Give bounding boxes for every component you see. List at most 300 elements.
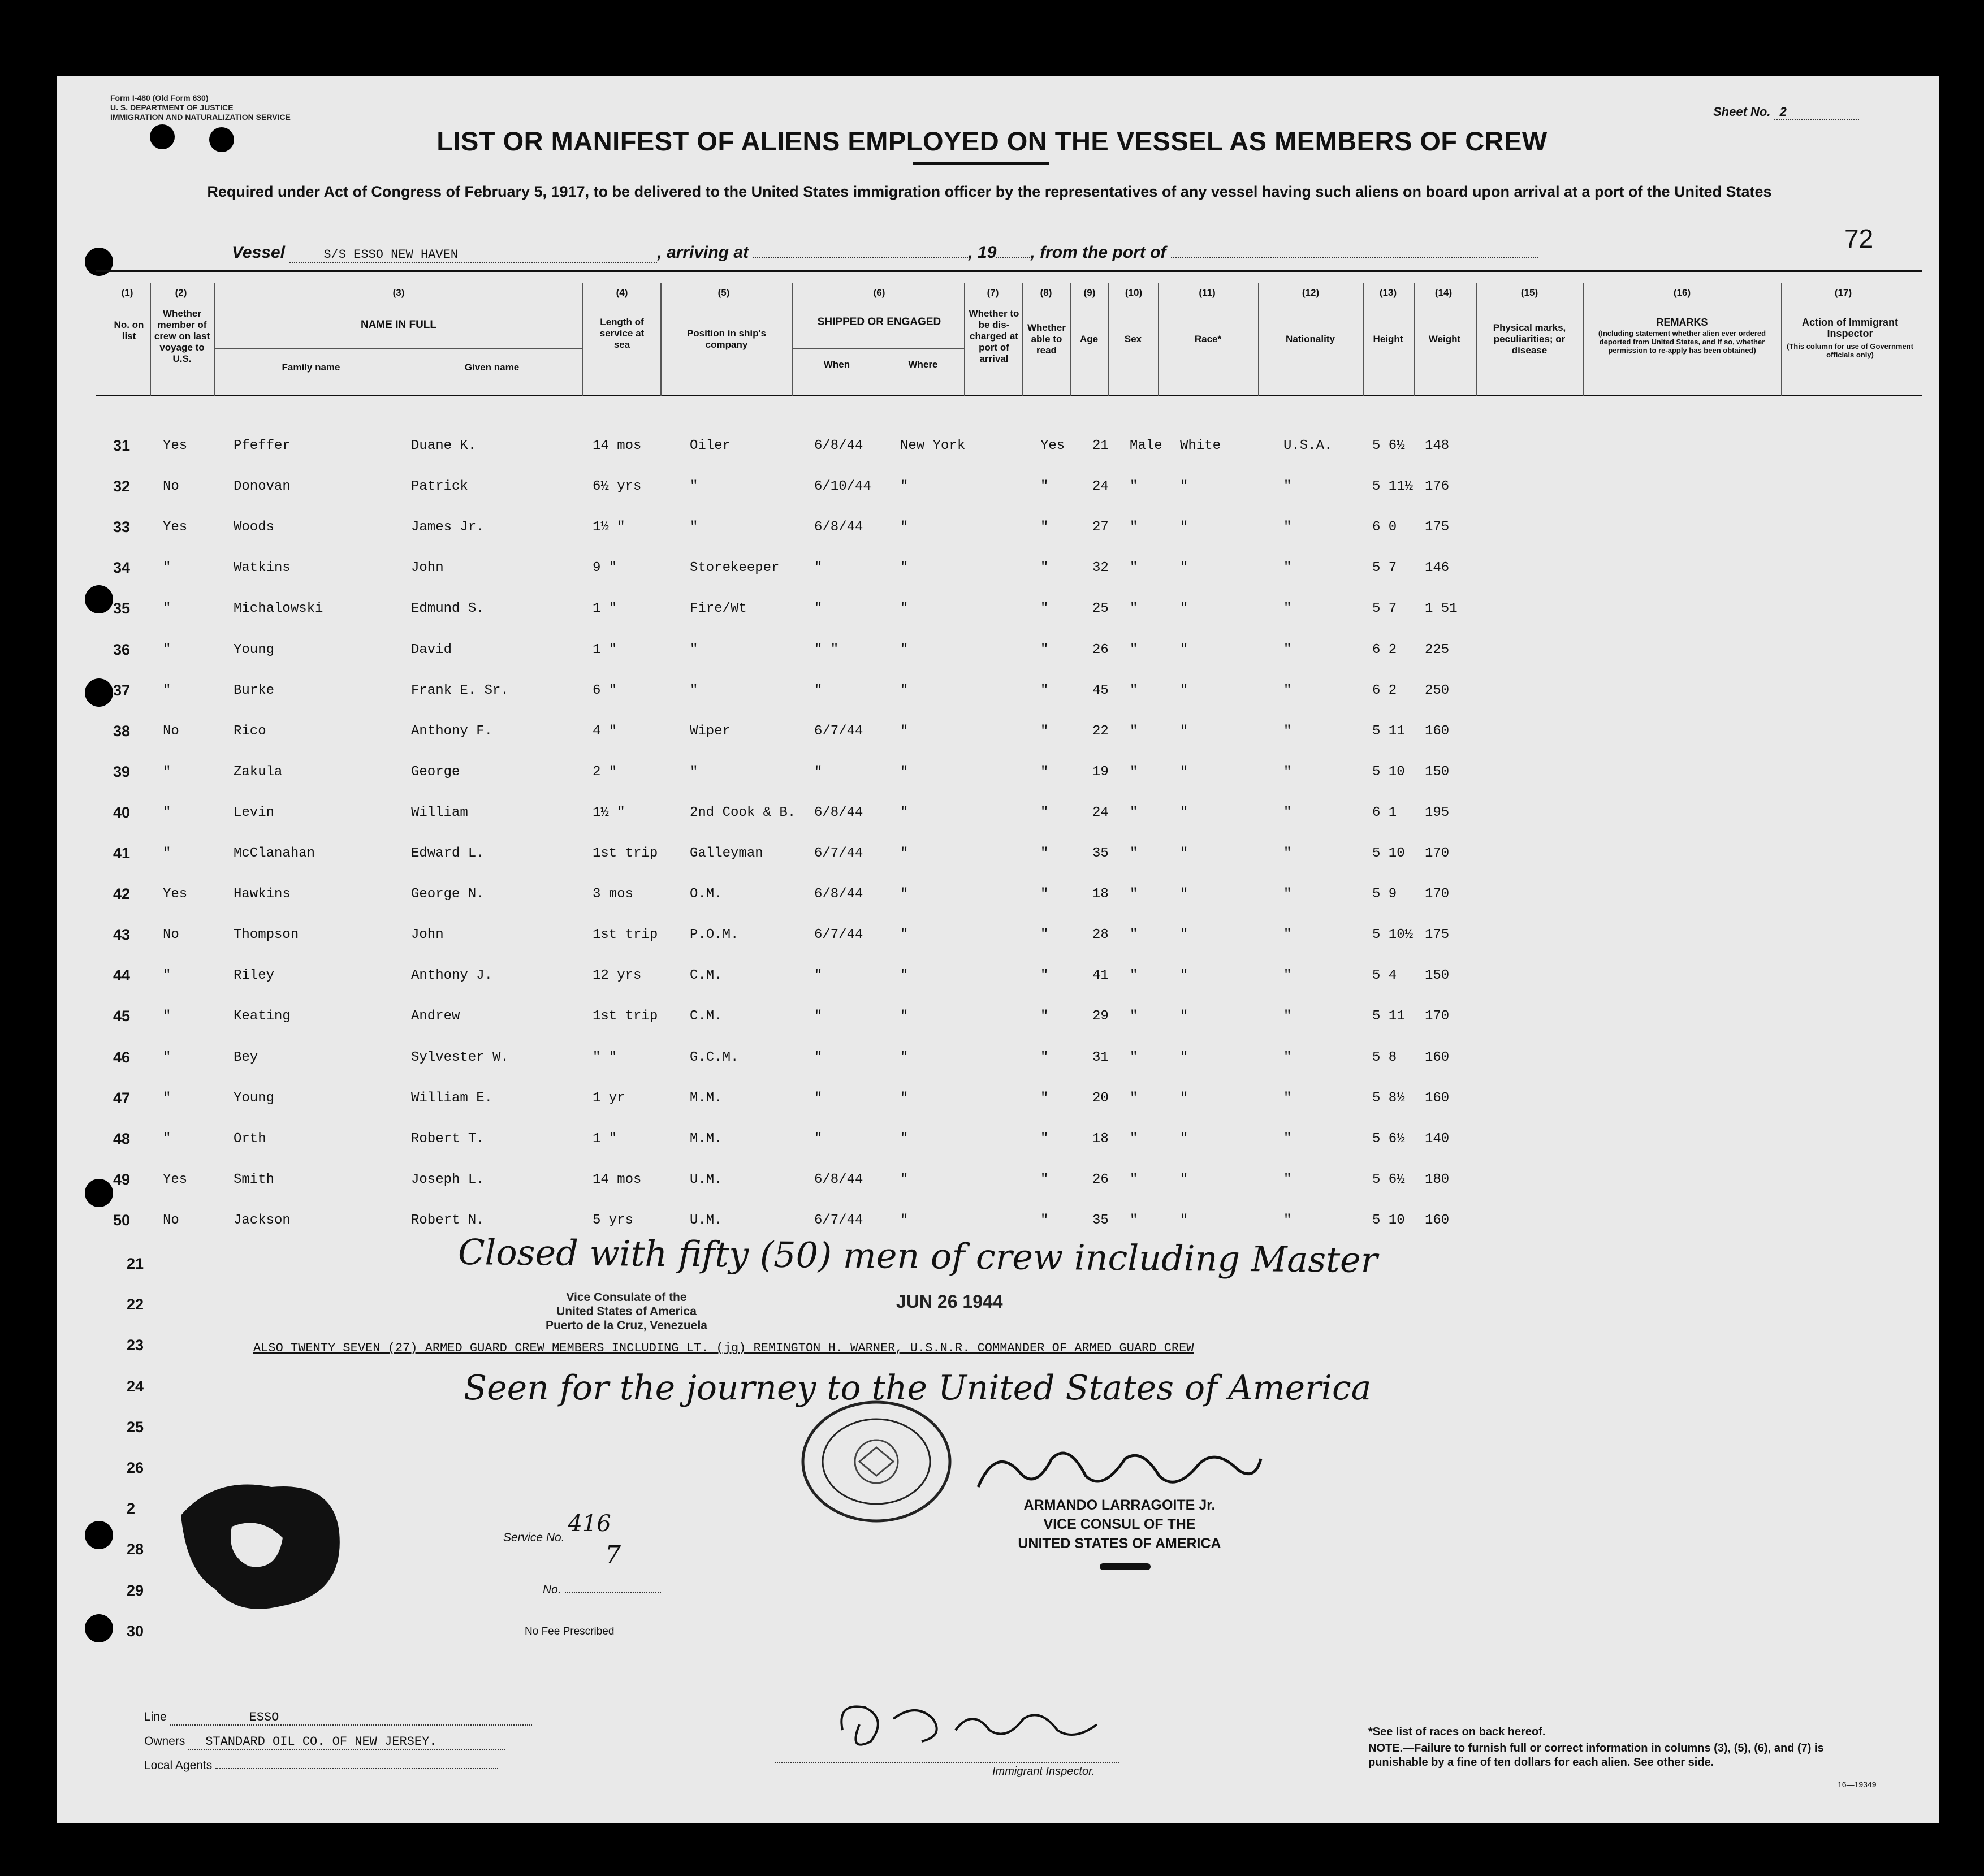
cell-height: 5 10½ — [1372, 927, 1414, 943]
cell-position: Fire/Wt — [690, 601, 747, 616]
row-number: 44 — [113, 967, 131, 984]
cell-sex: " — [1130, 764, 1138, 780]
fine-note: NOTE.—Failure to furnish full or correct information in columns (3), (5), (6), and (7) is punishable by a fine of ten dollars for each alien. See other side. — [1368, 1742, 1824, 1769]
cell-position: U.M. — [690, 1213, 723, 1228]
cell-shipped-where: " — [900, 1050, 909, 1065]
blank-row-number: 21 — [127, 1255, 144, 1272]
cell-position: Wiper — [690, 724, 731, 739]
cell-age: 31 — [1092, 1050, 1109, 1065]
col-number: (5) — [717, 287, 730, 298]
col-number: (11) — [1199, 287, 1216, 298]
cell-family-name: Keating — [234, 1009, 291, 1024]
cell-height: 5 7 — [1372, 560, 1397, 576]
no-fee-note: No Fee Prescribed — [525, 1626, 615, 1637]
cell-age: 41 — [1092, 968, 1109, 983]
from-port — [1171, 257, 1538, 258]
cell-able-to-read: " — [1040, 520, 1049, 535]
cell-nationality: " — [1283, 601, 1292, 616]
cell-age: 24 — [1092, 805, 1109, 820]
row-number: 38 — [113, 723, 131, 740]
cell-position: M.M. — [690, 1091, 723, 1106]
armed-guard-note: ALSO TWENTY SEVEN (27) ARMED GUARD CREW MEMBERS INCLUDING LT. (jg) REMINGTON H. WARNER, U.S.N.R. COMMANDER OF ARMED GUARD CREW — [253, 1341, 1194, 1355]
cell-position: U.M. — [690, 1172, 723, 1187]
cell-height: 5 11½ — [1372, 479, 1414, 494]
blank-row-number: 23 — [127, 1337, 144, 1354]
col-header-remarks-note: (Including statement whether alien ever ordered deported from United States, and if so, whether permission to re-apply has been obtained) — [1598, 329, 1766, 355]
cell-family-name: McClanahan — [234, 846, 315, 861]
cell-sex: " — [1130, 927, 1138, 943]
cell-last-voyage: No — [163, 479, 179, 494]
col-header-age: Age — [1079, 334, 1099, 344]
cell-age: 29 — [1092, 1009, 1109, 1024]
cell-height: 5 6½ — [1372, 1172, 1405, 1187]
column-divider — [792, 283, 793, 396]
cell-sex: " — [1130, 642, 1138, 658]
blank-row-number: 28 — [127, 1541, 144, 1558]
column-divider — [660, 283, 662, 396]
cell-last-voyage: " — [163, 764, 171, 780]
form-id-line: Form I-480 (Old Form 630) — [110, 93, 209, 102]
cell-given-name: William — [411, 805, 468, 820]
agents-field — [144, 1759, 498, 1773]
cell-last-voyage: " — [163, 805, 171, 820]
cell-able-to-read: " — [1040, 1009, 1049, 1024]
owners-field — [144, 1735, 505, 1750]
cell-family-name: Michalowski — [234, 601, 323, 616]
cell-weight: 160 — [1425, 724, 1450, 739]
from-label: , from the port of — [1030, 243, 1166, 262]
cell-sex: " — [1130, 479, 1138, 494]
cell-height: 5 6½ — [1372, 438, 1405, 453]
cell-height: 5 9 — [1372, 887, 1397, 902]
col-header-remarks: REMARKS — [1656, 317, 1708, 328]
cell-shipped-where: " — [900, 927, 909, 943]
cell-shipped-where: " — [900, 683, 909, 698]
cell-race: " — [1180, 560, 1188, 576]
cell-shipped-when: " " — [814, 642, 839, 658]
cell-given-name: Joseph L. — [411, 1172, 485, 1187]
cell-shipped-where: " — [900, 1172, 909, 1187]
sheet-number — [1713, 105, 1859, 120]
col-header-where: Where — [908, 359, 938, 370]
col-header-read: Whether able to read — [1027, 322, 1066, 356]
column-divider — [1583, 283, 1584, 396]
cell-family-name: Young — [234, 1091, 275, 1106]
vice-consulate-line: Vice Consulate of the — [566, 1291, 687, 1304]
cell-nationality: " — [1283, 927, 1292, 943]
cell-last-voyage: Yes — [163, 1172, 188, 1187]
cell-given-name: Duane K. — [411, 438, 477, 453]
agents-value — [215, 1768, 498, 1769]
cell-family-name: Hawkins — [234, 887, 291, 902]
service-fee: 7 — [605, 1541, 621, 1570]
row-number: 41 — [113, 845, 131, 862]
cell-family-name: Zakula — [234, 764, 283, 780]
cell-last-voyage: Yes — [163, 520, 188, 535]
row-number: 46 — [113, 1049, 131, 1066]
cell-sex: " — [1130, 805, 1138, 820]
row-number: 50 — [113, 1212, 131, 1229]
cell-service: 1 " — [593, 601, 617, 616]
col-header-last-voyage: Whether member of crew on last voyage to U.S. — [154, 308, 210, 364]
blank-row-number: 2 — [127, 1500, 136, 1517]
cell-service: 6 " — [593, 683, 617, 698]
cell-last-voyage: Yes — [163, 887, 188, 902]
cell-last-voyage: Yes — [163, 438, 188, 453]
cell-last-voyage: No — [163, 927, 179, 943]
cell-service: 1 " — [593, 642, 617, 658]
cell-position: " — [690, 764, 698, 780]
cell-shipped-where: " — [900, 601, 909, 616]
col-header-weight: Weight — [1428, 334, 1461, 344]
cell-age: 18 — [1092, 1131, 1109, 1147]
embossed-seal — [147, 1464, 362, 1623]
cell-family-name: Watkins — [234, 560, 291, 576]
punch-hole — [85, 678, 113, 707]
cell-position: C.M. — [690, 968, 723, 983]
cell-family-name: Pfeffer — [234, 438, 291, 453]
consul-name: ARMANDO LARRAGOITE Jr. — [1023, 1497, 1216, 1513]
vice-consulate-stamp — [542, 1290, 711, 1333]
cell-shipped-where: " — [900, 479, 909, 494]
cell-given-name: Robert N. — [411, 1213, 485, 1228]
cell-shipped-when: 6/8/44 — [814, 438, 863, 453]
col-header-action: Action of Immigrant Inspector — [1802, 317, 1898, 339]
cell-nationality: " — [1283, 968, 1292, 983]
cell-race: " — [1180, 1213, 1188, 1228]
cell-shipped-when: 6/8/44 — [814, 520, 863, 535]
cell-given-name: Anthony J. — [411, 968, 493, 983]
page-title: LIST OR MANIFEST OF ALIENS EMPLOYED ON THE VESSEL AS MEMBERS OF CREW — [436, 126, 1548, 156]
cell-height: 5 10 — [1372, 764, 1405, 780]
cell-age: 24 — [1092, 479, 1109, 494]
cell-sex: " — [1130, 724, 1138, 739]
blank-row-number: 29 — [127, 1582, 144, 1599]
col-header-race: Race* — [1194, 334, 1222, 344]
column-divider — [1022, 283, 1023, 396]
cell-last-voyage: " — [163, 1091, 171, 1106]
cell-position: Galleyman — [690, 846, 763, 861]
shipped-subheader-rule — [792, 348, 964, 349]
cell-last-voyage: " — [163, 1131, 171, 1147]
cell-age: 35 — [1092, 1213, 1109, 1228]
cell-last-voyage: No — [163, 1213, 179, 1228]
col-number: (15) — [1520, 287, 1538, 298]
cell-age: 45 — [1092, 683, 1109, 698]
cell-sex: " — [1130, 601, 1138, 616]
column-divider — [214, 283, 215, 396]
column-divider — [1476, 283, 1477, 396]
cell-height: 5 6½ — [1372, 1131, 1405, 1147]
cell-shipped-where: " — [900, 887, 909, 902]
col-header-when: When — [823, 359, 850, 370]
vessel-label: Vessel — [232, 243, 285, 262]
form-identifier — [110, 93, 291, 122]
cell-shipped-where: " — [900, 724, 909, 739]
col-header-position: Position in ship's company — [686, 328, 767, 350]
cell-nationality: " — [1283, 1131, 1292, 1147]
cell-race: " — [1180, 1131, 1188, 1147]
cell-family-name: Donovan — [234, 479, 291, 494]
punch-hole — [85, 1521, 113, 1549]
cell-age: 28 — [1092, 927, 1109, 943]
blank-row-number: 22 — [127, 1296, 144, 1313]
punch-hole — [85, 585, 113, 613]
cell-service: 5 yrs — [593, 1213, 634, 1228]
cell-given-name: James Jr. — [411, 520, 485, 535]
col-number: (2) — [175, 287, 187, 298]
cell-position: " — [690, 479, 698, 494]
cell-able-to-read: " — [1040, 764, 1049, 780]
col-header-service: Length of service at sea — [599, 317, 645, 350]
cell-weight: 148 — [1425, 438, 1450, 453]
cell-shipped-when: " — [814, 764, 823, 780]
cell-weight: 175 — [1425, 520, 1450, 535]
column-divider — [964, 283, 965, 396]
cell-age: 21 — [1092, 438, 1109, 453]
cell-nationality: " — [1283, 683, 1292, 698]
cell-sex: " — [1130, 1172, 1138, 1187]
no-label: No. — [543, 1583, 561, 1596]
cell-shipped-where: " — [900, 1009, 909, 1024]
form-id-line: IMMIGRATION AND NATURALIZATION SERVICE — [110, 113, 291, 122]
cell-last-voyage: No — [163, 724, 179, 739]
cell-service: 6½ yrs — [593, 479, 642, 494]
cell-service: 9 " — [593, 560, 617, 576]
cell-service: 3 mos — [593, 887, 634, 902]
cell-weight: 170 — [1425, 1009, 1450, 1024]
cell-weight: 160 — [1425, 1050, 1450, 1065]
col-number: (4) — [616, 287, 628, 298]
cell-last-voyage: " — [163, 683, 171, 698]
cell-family-name: Burke — [234, 683, 275, 698]
cell-family-name: Rico — [234, 724, 266, 739]
cell-weight: 176 — [1425, 479, 1450, 494]
cell-shipped-when: " — [814, 560, 823, 576]
cell-service: 4 " — [593, 724, 617, 739]
row-number: 35 — [113, 600, 131, 617]
cell-nationality: " — [1283, 520, 1292, 535]
cell-shipped-where: New York — [900, 438, 966, 453]
cell-given-name: John — [411, 560, 444, 576]
cell-last-voyage: " — [163, 642, 171, 658]
cell-last-voyage: " — [163, 968, 171, 983]
cell-nationality: " — [1283, 479, 1292, 494]
consul-title: VICE CONSUL OF THE — [1043, 1516, 1196, 1532]
cell-given-name: Sylvester W. — [411, 1050, 509, 1065]
cell-given-name: Frank E. Sr. — [411, 683, 509, 698]
row-number: 47 — [113, 1090, 131, 1106]
cell-sex: " — [1130, 1050, 1138, 1065]
cell-age: 25 — [1092, 601, 1109, 616]
cell-able-to-read: " — [1040, 683, 1049, 698]
cell-nationality: " — [1283, 560, 1292, 576]
blank-row-number: 25 — [127, 1419, 144, 1436]
arriving-label: , arriving at — [657, 243, 749, 262]
cell-weight: 160 — [1425, 1213, 1450, 1228]
cell-height: 5 10 — [1372, 846, 1405, 861]
cell-weight: 175 — [1425, 927, 1450, 943]
cell-family-name: Orth — [234, 1131, 266, 1147]
table-header-rule — [96, 395, 1922, 396]
cell-sex: " — [1130, 683, 1138, 698]
cell-height: 5 11 — [1372, 724, 1405, 739]
cell-nationality: " — [1283, 724, 1292, 739]
cell-family-name: Levin — [234, 805, 275, 820]
cell-position: P.O.M. — [690, 927, 739, 943]
cell-shipped-when: 6/7/44 — [814, 724, 863, 739]
cell-nationality: " — [1283, 764, 1292, 780]
cell-shipped-where: " — [900, 642, 909, 658]
cell-sex: " — [1130, 968, 1138, 983]
agents-label: Local Agents — [144, 1759, 213, 1772]
cell-shipped-where: " — [900, 520, 909, 535]
line-field — [144, 1710, 532, 1726]
cell-sex: " — [1130, 1213, 1138, 1228]
cell-shipped-when: 6/7/44 — [814, 1213, 863, 1228]
cell-shipped-when: " — [814, 1009, 823, 1024]
column-divider — [1781, 283, 1782, 396]
cell-age: 35 — [1092, 846, 1109, 861]
cell-nationality: " — [1283, 642, 1292, 658]
cell-given-name: Edmund S. — [411, 601, 485, 616]
cell-given-name: John — [411, 927, 444, 943]
cell-family-name: Woods — [234, 520, 275, 535]
cell-nationality: U.S.A. — [1283, 438, 1333, 453]
cell-height: 5 8½ — [1372, 1091, 1405, 1106]
cell-height: 5 8 — [1372, 1050, 1397, 1065]
cell-nationality: " — [1283, 805, 1292, 820]
cell-service: 1st trip — [593, 927, 658, 943]
cell-age: 32 — [1092, 560, 1109, 576]
consul-block — [961, 1495, 1278, 1553]
cell-race: " — [1180, 479, 1188, 494]
vice-consulate-line: Puerto de la Cruz, Venezuela — [546, 1319, 707, 1332]
cell-shipped-when: " — [814, 968, 823, 983]
cell-family-name: Young — [234, 642, 275, 658]
cell-position: C.M. — [690, 1009, 723, 1024]
cell-able-to-read: " — [1040, 1050, 1049, 1065]
cell-service: 1st trip — [593, 1009, 658, 1024]
cell-age: 19 — [1092, 764, 1109, 780]
cell-able-to-read: " — [1040, 642, 1049, 658]
cell-able-to-read: " — [1040, 601, 1049, 616]
row-number: 45 — [113, 1008, 131, 1025]
cell-sex: " — [1130, 887, 1138, 902]
cell-height: 6 2 — [1372, 683, 1397, 698]
cell-shipped-when: " — [814, 1091, 823, 1106]
blank-row-number: 24 — [127, 1378, 144, 1395]
col-number: (10) — [1125, 287, 1143, 298]
col-number: (17) — [1834, 287, 1852, 298]
punch-hole — [85, 1179, 113, 1207]
blank-row-number: 26 — [127, 1459, 144, 1476]
cell-shipped-where: " — [900, 764, 909, 780]
cell-weight: 170 — [1425, 887, 1450, 902]
cell-height: 5 7 — [1372, 601, 1397, 616]
cell-able-to-read: " — [1040, 846, 1049, 861]
cell-service: 1½ " — [593, 520, 625, 535]
row-number: 37 — [113, 682, 131, 699]
cell-able-to-read: " — [1040, 887, 1049, 902]
sheet-value: 2 — [1774, 105, 1859, 120]
cell-able-to-read: " — [1040, 1172, 1049, 1187]
service-label: Service No. — [503, 1531, 565, 1544]
cell-nationality: " — [1283, 1172, 1292, 1187]
consul-signature — [972, 1436, 1267, 1504]
cell-able-to-read: " — [1040, 1131, 1049, 1147]
cell-given-name: George — [411, 764, 460, 780]
cell-given-name: Anthony F. — [411, 724, 493, 739]
cell-shipped-when: 6/8/44 — [814, 887, 863, 902]
col-number: (3) — [392, 287, 405, 298]
line-label: Line — [144, 1710, 167, 1723]
col-number: (12) — [1302, 287, 1320, 298]
cell-position: Oiler — [690, 438, 731, 453]
cell-able-to-read: " — [1040, 968, 1049, 983]
cell-position: M.M. — [690, 1131, 723, 1147]
cell-given-name: Robert T. — [411, 1131, 485, 1147]
cell-family-name: Riley — [234, 968, 275, 983]
year-label: , 19 — [968, 243, 997, 262]
cell-service: 1½ " — [593, 805, 625, 820]
cell-nationality: " — [1283, 1009, 1292, 1024]
cell-position: O.M. — [690, 887, 723, 902]
cell-nationality: " — [1283, 887, 1292, 902]
date-stamp: JUN 26 1944 — [896, 1291, 1003, 1312]
row-number: 33 — [113, 518, 131, 535]
row-number: 43 — [113, 926, 131, 943]
col-header-family: Family name — [282, 362, 340, 373]
consul-underline — [1100, 1563, 1151, 1570]
service-value: 416 — [568, 1511, 611, 1537]
inspector-label: Immigrant Inspector. — [992, 1765, 1095, 1778]
cell-weight: 150 — [1425, 968, 1450, 983]
cell-nationality: " — [1283, 1050, 1292, 1065]
cell-able-to-read: " — [1040, 927, 1049, 943]
cell-weight: 250 — [1425, 683, 1450, 698]
cell-weight: 160 — [1425, 1091, 1450, 1106]
cell-service: 14 mos — [593, 438, 642, 453]
vessel-line — [232, 243, 1538, 263]
page-subtitle: Required under Act of Congress of February 5, 1917, to be delivered to the United States immigration officer by the representatives of any vessel having such aliens on board upon arrival at a port of the United States — [207, 183, 1772, 200]
cell-sex: " — [1130, 1009, 1138, 1024]
col-number: (9) — [1083, 287, 1096, 298]
cell-shipped-where: " — [900, 1091, 909, 1106]
cell-shipped-when: " — [814, 601, 823, 616]
corner-number: 72 — [1844, 224, 1874, 253]
inspector-signature — [825, 1685, 1119, 1764]
line-value: ESSO — [170, 1710, 532, 1726]
cell-sex: " — [1130, 1091, 1138, 1106]
name-subheader-rule — [214, 348, 582, 349]
cell-height: 6 0 — [1372, 520, 1397, 535]
cell-service: 1 " — [593, 1131, 617, 1147]
form-id-line: U. S. DEPARTMENT OF JUSTICE — [110, 103, 234, 112]
cell-shipped-where: " — [900, 560, 909, 576]
cell-given-name: David — [411, 642, 452, 658]
cell-shipped-when: 6/10/44 — [814, 479, 871, 494]
row-number: 40 — [113, 804, 131, 821]
cell-race: " — [1180, 846, 1188, 861]
cell-shipped-when: " — [814, 683, 823, 698]
col-number: (13) — [1379, 287, 1397, 298]
row-number: 32 — [113, 478, 131, 495]
cell-position: " — [690, 683, 698, 698]
no-line — [543, 1583, 661, 1597]
cell-position: " — [690, 520, 698, 535]
cell-shipped-when: 6/8/44 — [814, 1172, 863, 1187]
